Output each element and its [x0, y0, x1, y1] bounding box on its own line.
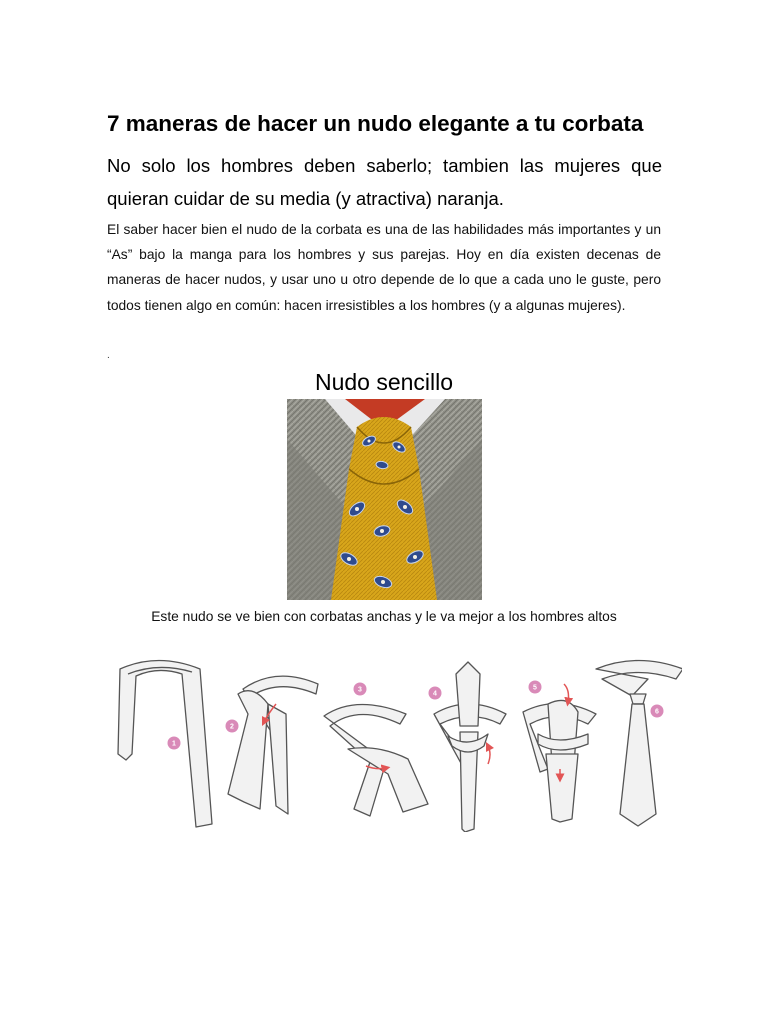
step-badge-2 [226, 720, 239, 733]
step-badge-4-label: 4 [433, 690, 437, 698]
step-3-illustration [324, 704, 428, 816]
step-badge-6-label: 6 [655, 708, 659, 716]
separator-dot: . [107, 350, 110, 361]
section-heading: Nudo sencillo [314, 369, 454, 395]
step-badge-1-label: 1 [172, 740, 176, 748]
step-badge-5 [529, 681, 542, 694]
tie-knot-photo [287, 399, 482, 600]
step-badge-1 [168, 737, 181, 750]
step-5-illustration [523, 700, 596, 822]
tie-knot-steps-diagram [108, 654, 682, 832]
article-title: 7 maneras de hacer un nudo elegante a tu corbata [107, 111, 644, 136]
step-badge-3 [354, 683, 367, 696]
step-badge-5-label: 5 [533, 684, 537, 692]
section-caption: Este nudo se ve bien con corbatas anchas y le va mejor a los hombres altos [151, 609, 617, 624]
step-4-illustration [434, 662, 506, 832]
step-badge-3-label: 3 [358, 686, 362, 694]
step-badge-6 [651, 705, 664, 718]
step-badge-4 [429, 687, 442, 700]
article-subtitle: No solo los hombres deben saberlo; tambien las mujeres que quieran cuidar de su media (y atractiva) naranja. [107, 155, 662, 209]
step-badge-2-label: 2 [230, 723, 234, 731]
step-6-illustration [596, 661, 682, 827]
step-1-illustration [118, 661, 212, 828]
article-intro: El saber hacer bien el nudo de la corbata es una de las habilidades más importantes y un “As” bajo la manga para los hombres y sus parejas. Hoy en día existen decenas de maneras de hacer nudos, y usar uno u otro depende de lo que a cada uno le guste, pero todos tienen algo en común: hacen irresistibles a los hombres (y a algunas mujeres). [107, 222, 661, 313]
step-2-illustration [228, 676, 318, 814]
